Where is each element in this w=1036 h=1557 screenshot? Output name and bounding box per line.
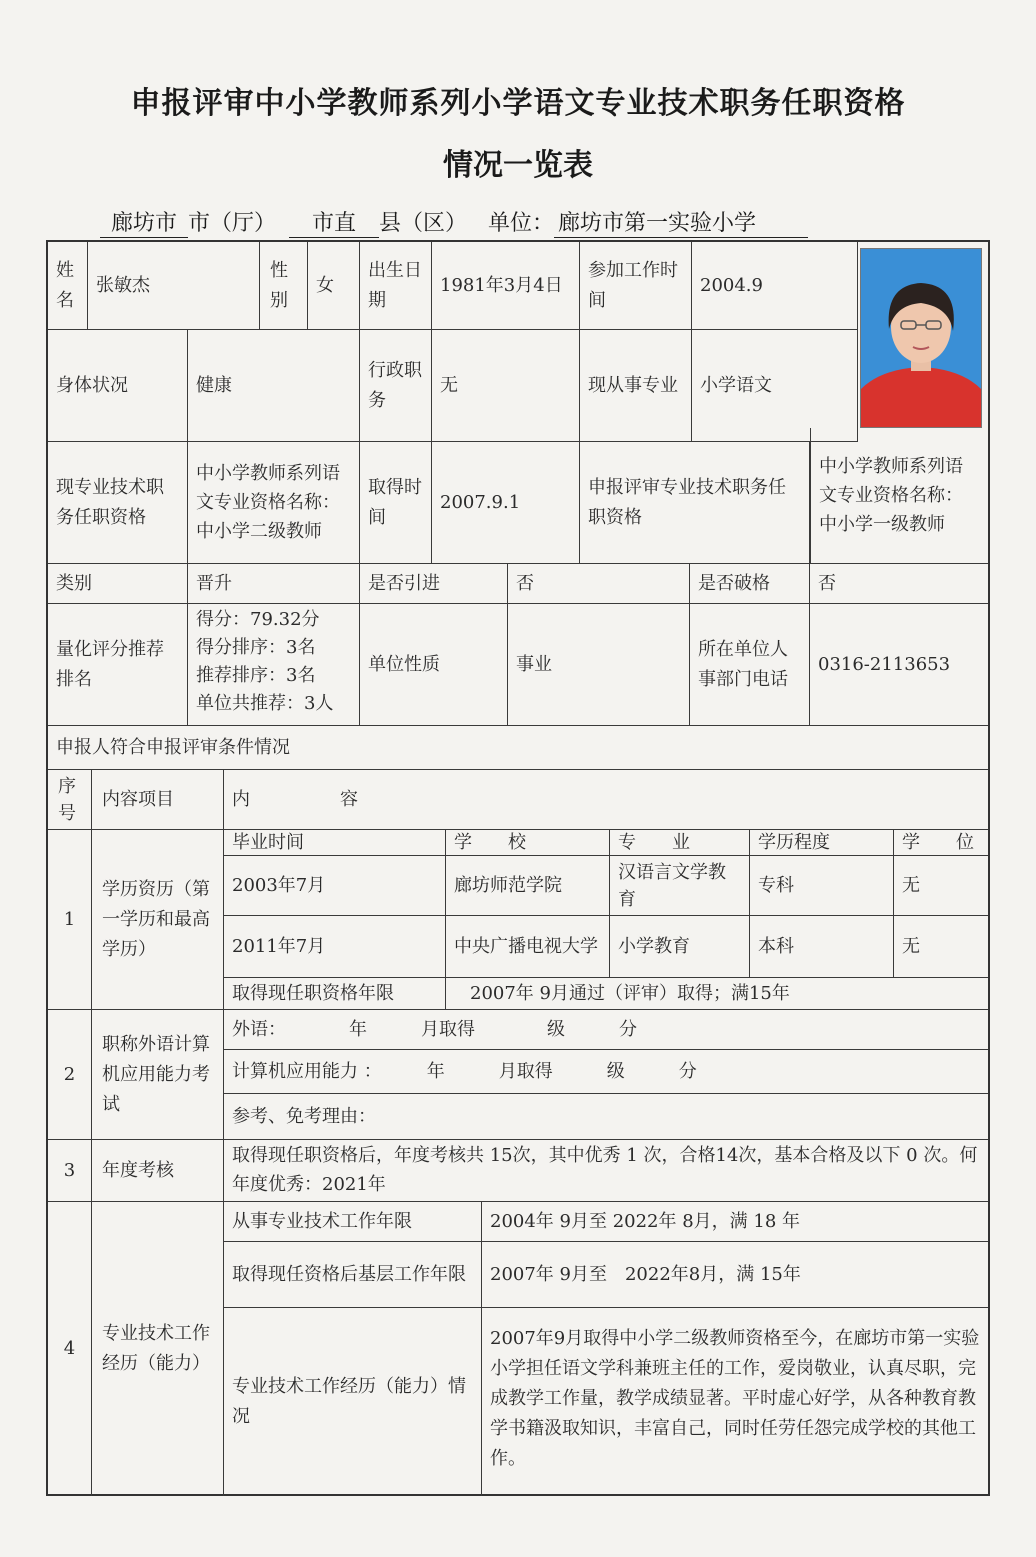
form-subtitle: 情况一览表 bbox=[443, 148, 593, 183]
edu-row1-level: 专科 bbox=[750, 856, 894, 916]
grad-time-header: 毕业时间 bbox=[224, 830, 446, 856]
major-value: 小学语文 bbox=[692, 330, 858, 442]
info-table bbox=[46, 240, 990, 1496]
annual-item: 年度考核 bbox=[92, 1140, 224, 1202]
obtain-time-value: 2007.9.1 bbox=[432, 442, 580, 564]
work-years-value: 2004年 9月至 2022年 8月，满 18 年 bbox=[482, 1202, 988, 1242]
school-header: 学 校 bbox=[446, 830, 610, 856]
experience-text: 2007年9月取得中小学二级教师资格至今，在廊坊市第一实验小学担任语文学科兼班主任的工作，爱岗敬业，认真尽职，完成教学工作量，教学成绩显著。平时虚心好学，从各种教育教学书籍汲取知识，丰富自己，同时任劳任怨完成学校的其他工作。 bbox=[490, 1328, 980, 1469]
applicant-photo bbox=[860, 248, 982, 428]
unit-recommend-line: 单位共推荐：3人 bbox=[196, 693, 334, 714]
work-start-value: 2004.9 bbox=[692, 242, 858, 330]
edu-row2-degree: 无 bbox=[894, 916, 988, 978]
work-years-label: 从事专业技术工作年限 bbox=[224, 1202, 482, 1242]
computer-line: 计算机应用能力 ： 年 月取得 级 分 bbox=[224, 1050, 988, 1094]
unit-nature-label: 单位性质 bbox=[360, 604, 508, 726]
col-item-header: 内容项目 bbox=[92, 770, 224, 830]
birth-value: 1981年3月4日 bbox=[432, 242, 580, 330]
admin-value: 无 bbox=[432, 330, 580, 442]
health-label: 身体状况 bbox=[48, 330, 188, 442]
edu-row1-time: 2003年7月 bbox=[224, 856, 446, 916]
name-value: 张敏杰 bbox=[88, 242, 260, 330]
edu-row2-school: 中央广播电视大学 bbox=[446, 916, 610, 978]
current-qual-value: 中小学教师系列语文专业资格名称：中小学二级教师 bbox=[188, 442, 360, 564]
birth-label: 出生日期 bbox=[360, 242, 432, 330]
major-label: 现从事专业 bbox=[580, 330, 692, 442]
admin-label: 行政职务 bbox=[360, 330, 432, 442]
section-title: 申报人符合申报评审条件情况 bbox=[48, 726, 988, 770]
apply-qual-value: 中小学教师系列语文专业资格名称：中小学一级教师 bbox=[810, 428, 988, 564]
introduced-value: 否 bbox=[508, 564, 690, 604]
hr-phone-value: 0316-2113653 bbox=[810, 604, 988, 726]
exception-value: 否 bbox=[810, 564, 988, 604]
experience-label: 专业技术工作经历（能力）情况 bbox=[224, 1308, 482, 1496]
qual-years-label: 取得现任职资格年限 bbox=[224, 978, 446, 1010]
edu-row2-time: 2011年7月 bbox=[224, 916, 446, 978]
edu-row1-major: 汉语言文学教育 bbox=[610, 856, 750, 916]
grassroots-value: 2007年 9月至 2022年8月，满 15年 bbox=[482, 1242, 988, 1308]
health-value: 健康 bbox=[188, 330, 360, 442]
hr-phone-label: 所在单位人事部门电话 bbox=[690, 604, 810, 726]
work-seq: 4 bbox=[48, 1202, 92, 1496]
qual-years-value: 2007年 9月通过（评审）取得；满15年 bbox=[446, 978, 988, 1010]
name-label: 姓名 bbox=[48, 242, 88, 330]
exempt-reason-line: 参考、免考理由： bbox=[224, 1094, 988, 1140]
score-rank-line: 得分排序：3名 bbox=[196, 637, 316, 658]
grassroots-label: 取得现任资格后基层工作年限 bbox=[224, 1242, 482, 1308]
edu-row2-major: 小学教育 bbox=[610, 916, 750, 978]
gender-label: 性别 bbox=[260, 242, 308, 330]
work-start-label: 参加工作时间 bbox=[580, 242, 692, 330]
apply-qual-label: 申报评审专业技术职务任职资格 bbox=[580, 442, 810, 564]
edu-seq: 1 bbox=[48, 830, 92, 1010]
category-value: 晋升 bbox=[188, 564, 360, 604]
edu-row1-degree: 无 bbox=[894, 856, 988, 916]
exam-seq: 2 bbox=[48, 1010, 92, 1140]
current-qual-label: 现专业技术职务任职资格 bbox=[48, 442, 188, 564]
unit-value: 廊坊市第一实验小学 bbox=[554, 206, 808, 238]
form-title: 申报评审中小学教师系列小学语文专业技术职务任职资格 bbox=[130, 86, 906, 121]
exam-item: 职称外语计算机应用能力考试 bbox=[92, 1010, 224, 1140]
major-header: 专 业 bbox=[610, 830, 750, 856]
portrait-image bbox=[861, 249, 981, 427]
unit-line bbox=[100, 206, 808, 238]
city-value: 廊坊市 bbox=[100, 206, 188, 238]
introduced-label: 是否引进 bbox=[360, 564, 508, 604]
annual-seq: 3 bbox=[48, 1140, 92, 1202]
city-suffix: 市（厅） bbox=[188, 211, 277, 236]
category-label: 类别 bbox=[48, 564, 188, 604]
annual-text: 取得现任职资格后，年度考核共 15次，其中优秀 1 次，合格14次，基本合格及以下 0 次。何年度优秀：2021年 bbox=[224, 1140, 988, 1202]
degree-level-header: 学历程度 bbox=[750, 830, 894, 856]
gender-value: 女 bbox=[308, 242, 360, 330]
score-line: 得分：79.32分 bbox=[196, 609, 320, 630]
work-item: 专业技术工作经历（能力） bbox=[92, 1202, 224, 1496]
col-content-header: 内 容 bbox=[224, 770, 988, 830]
county-suffix: 县（区） bbox=[379, 211, 468, 236]
unit-nature-value: 事业 bbox=[508, 604, 690, 726]
foreign-language-line: 外语： 年 月取得 级 分 bbox=[224, 1010, 988, 1050]
unit-label: 单位： bbox=[488, 211, 555, 236]
obtain-time-label: 取得时间 bbox=[360, 442, 432, 564]
recommend-rank-line: 推荐排序：3名 bbox=[196, 665, 316, 686]
score-block bbox=[188, 604, 360, 726]
edu-row1-school: 廊坊师范学院 bbox=[446, 856, 610, 916]
county-value: 市直 bbox=[289, 206, 379, 238]
edu-item: 学历资历（第一学历和最高学历） bbox=[92, 830, 224, 1010]
score-label: 量化评分推荐排名 bbox=[48, 604, 188, 726]
edu-row2-level: 本科 bbox=[750, 916, 894, 978]
degree-header: 学 位 bbox=[894, 830, 988, 856]
col-seq-header: 序号 bbox=[48, 770, 92, 830]
exception-label: 是否破格 bbox=[690, 564, 810, 604]
